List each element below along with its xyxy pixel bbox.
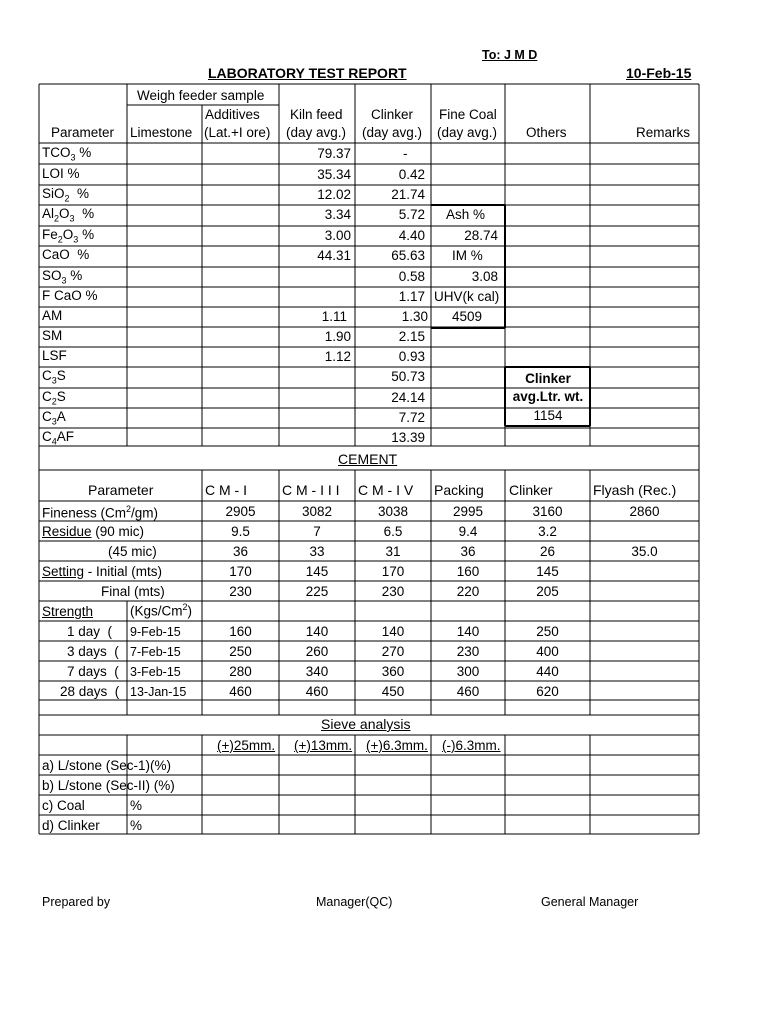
cm4-header: C M - I V xyxy=(358,482,414,498)
strength-value: 260 xyxy=(305,644,329,659)
sieve-size-header: (+)25mm. xyxy=(217,738,276,753)
parameter-label: $C_2S$ xyxy=(42,389,66,407)
parameter-label: $C_3A$ xyxy=(42,409,66,427)
strength-value: 460 xyxy=(305,684,329,699)
residue45-value: 31 xyxy=(385,544,401,559)
initial-value: 145 xyxy=(305,564,329,579)
strength-days-label: 7 days ( xyxy=(67,664,119,679)
parameter-label: SiO$_2$ % xyxy=(42,186,90,204)
clinker-value: 1.17 xyxy=(398,289,425,304)
kiln-feed-header: Kiln feed xyxy=(290,107,343,122)
residue45-value: 35.0 xyxy=(631,544,658,559)
kiln-feed-value: 1.12 xyxy=(324,349,351,364)
final-value: 225 xyxy=(305,584,329,599)
sieve-title: Sieve analysis xyxy=(321,716,411,732)
others-header: Others xyxy=(526,125,567,140)
residue90-value: 9.5 xyxy=(231,524,250,539)
strength-value: 140 xyxy=(305,624,329,639)
additives-subheader: (Lat.+I ore) xyxy=(204,125,271,140)
fine-coal-value: 4509 xyxy=(452,309,483,324)
strength-value: 620 xyxy=(536,684,559,699)
final-value: 230 xyxy=(381,584,405,599)
clinker-box-title: Clinker xyxy=(525,371,571,386)
strength-days-label: 1 day ( xyxy=(67,624,113,639)
strength-value: 340 xyxy=(305,664,329,679)
to-line: To: J M D xyxy=(482,48,538,62)
residue-45-label: (45 mic) xyxy=(108,544,157,559)
residue90-value: 9.4 xyxy=(458,524,478,539)
setting-initial-label: Setting - Initial (mts) xyxy=(42,564,163,579)
kiln-feed-value: 12.02 xyxy=(317,187,351,202)
parameter-label: $C_3S$ xyxy=(42,368,66,386)
fineness-value: 2860 xyxy=(629,504,660,519)
parameter-label: AM xyxy=(42,308,63,323)
residue45-value: 36 xyxy=(232,544,249,559)
packing-header: Packing xyxy=(434,482,484,498)
parameter-label: LOI % xyxy=(42,166,80,181)
fine-coal-value: Ash % xyxy=(446,207,486,222)
sieve-row-label: c) Coal xyxy=(42,798,85,813)
clinker-value: 21.74 xyxy=(391,187,425,202)
kiln-feed-value: 1.11 xyxy=(321,309,347,324)
strength-days-label: 3 days ( xyxy=(67,644,119,659)
parameter-label: $SO_3$ % xyxy=(42,268,83,286)
fine-coal-value: IM % xyxy=(452,248,483,263)
strength-test-date: 7-Feb-15 xyxy=(130,645,181,659)
kiln-feed-value: 44.31 xyxy=(317,248,351,263)
final-value: 220 xyxy=(456,584,480,599)
parameter-header: Parameter xyxy=(51,125,115,140)
parameter-label: $Fe_2O_3$ % xyxy=(42,227,95,245)
residue90-value: 6.5 xyxy=(383,524,403,539)
strength-value: 160 xyxy=(229,624,252,639)
fine-coal-subheader: (day avg.) xyxy=(437,125,498,140)
report-sheet: To: J M D LABORATORY TEST REPORT 10-Feb-15 Weigh feeder sample Parameter Limestone Additives (Lat.+I ore) Kiln feed (day avg.) Clinker (day avg.) Fine Coal (day avg.) Others Remarks $TCO_3$ % 79.37 - LOI % 35.34 0.42 SiO$_2$ % 12.02 21.74 $Al_2O_3$ % 3.34 5.72 Ash % $Fe_2O_3$ % 3.00 4.40 28.74 CaO % 44.31 65.63 IM % $SO_3$ % 0.58 3.08 F CaO % 1.17 UHV(k cal) AM 1.11 1.30 4509 SM 1.90 2.15 LSF 1.12 0.93 $C_3S$ 50.73 $C_2S$ 24.14 $C_3A$ 7.72 $C_4AF$ 13.39 Clinker avg.Ltr. wt. 1154 CEMENT Parameter C M - I C M - I I I C M - I V Packing Clinker Flyash (Rec.) Fineness (Cm$^2$/gm) Residue (90 mic) (45 mic) Setting - Initial (mts) Final (mts) Strength (Kgs/Cm$^2$) 2905 3082 3038 2995 3160 2860 9.5 7 6.5 9.4 3.2 36 33 31 36 26 35.0 170 145 170 160 145 230 225 230 220 205 1 day ( 9-Feb-15 160 140 140 140 250 3 days ( 7-Feb-15 250 260 270 230 400 7 days ( 3-Feb-15 280 340 360 300 440 28 days ( 13-Jan-15 460 460 450 460 620 Sieve analysis (+)25mm. (+)13mm. (+)6.3mm. (-)6.3mm. a) L/stone (Sec-1)(%) b) L/stone (Sec-II) (%) c) Coal % d) Clinker % Prepared by Manager(QC) General Manager xyxy=(42,48,692,909)
prepared-by: Prepared by xyxy=(42,895,111,909)
strength-unit-label: (Kgs/Cm$^2$) xyxy=(130,602,193,619)
final-value: 205 xyxy=(536,584,559,599)
strength-value: 450 xyxy=(381,684,405,699)
fineness-value: 2905 xyxy=(225,504,256,519)
manager-qc: Manager(QC) xyxy=(316,895,393,909)
fine-coal-header: Fine Coal xyxy=(439,107,497,122)
fineness-value: 3160 xyxy=(532,504,563,519)
sieve-size-header: (-)6.3mm. xyxy=(442,738,501,753)
sieve-row-label: a) L/stone (Sec-1)(%) xyxy=(42,758,172,773)
strength-test-date: 3-Feb-15 xyxy=(130,665,181,679)
cement-parameter-header: Parameter xyxy=(88,482,154,498)
parameter-label: $TCO_3$ % xyxy=(42,145,92,163)
parameter-label: $Al_2O_3$ % xyxy=(42,206,95,224)
fine-coal-value: UHV(k cal) xyxy=(434,289,500,304)
fineness-value: 3082 xyxy=(301,504,333,519)
remarks-header: Remarks xyxy=(636,125,691,140)
sieve-unit: % xyxy=(130,798,143,813)
clinker-box-value: 1154 xyxy=(533,408,563,423)
setting-final-label: Final (mts) xyxy=(101,584,165,599)
strength-value: 270 xyxy=(381,644,405,659)
clinker-value: 0.58 xyxy=(398,269,425,284)
strength-value: 300 xyxy=(456,664,480,679)
fineness-value: 3038 xyxy=(377,504,409,519)
kiln-feed-value: 3.34 xyxy=(324,207,351,222)
clinker-value: 1.30 xyxy=(401,309,428,324)
kiln-feed-value: 3.00 xyxy=(324,228,351,243)
sieve-row-label: d) Clinker xyxy=(42,818,100,833)
clinker-value: 50.73 xyxy=(391,369,425,384)
clinker-value: 13.39 xyxy=(391,430,425,445)
sieve-unit: % xyxy=(130,818,143,833)
strength-test-date: 13-Jan-15 xyxy=(130,685,187,699)
parameter-label: F CaO % xyxy=(42,288,98,303)
page-title: LABORATORY TEST REPORT xyxy=(208,65,407,81)
strength-days-label: 28 days ( xyxy=(60,684,120,699)
initial-value: 160 xyxy=(456,564,480,579)
clinker-header: Clinker xyxy=(371,107,414,122)
strength-value: 460 xyxy=(456,684,480,699)
strength-value: 360 xyxy=(381,664,405,679)
clinker-value: 2.15 xyxy=(398,329,425,344)
strength-value: 440 xyxy=(536,664,559,679)
cement-title: CEMENT xyxy=(338,451,398,467)
sieve-row-label: b) L/stone (Sec-II) (%) xyxy=(42,778,175,793)
strength-value: 400 xyxy=(536,644,559,659)
residue45-value: 36 xyxy=(460,544,476,559)
kiln-feed-value: 35.34 xyxy=(317,167,351,182)
cm1-header: C M - I xyxy=(205,482,247,498)
parameter-label: CaO % xyxy=(42,247,90,262)
residue45-value: 33 xyxy=(309,544,325,559)
clinker-value: 0.93 xyxy=(398,349,425,364)
parameter-label: SM xyxy=(42,328,63,343)
sieve-size-header: (+)6.3mm. xyxy=(366,738,428,753)
strength-test-date: 9-Feb-15 xyxy=(130,625,181,639)
clinker-value: 65.63 xyxy=(391,248,425,263)
initial-value: 170 xyxy=(381,564,405,579)
residue-90-label: Residue (90 mic) xyxy=(42,524,145,539)
clinker-box-subtitle: avg.Ltr. wt. xyxy=(512,389,584,404)
clinker-value: 4.40 xyxy=(398,228,425,243)
final-value: 230 xyxy=(229,584,252,599)
flyash-header: Flyash (Rec.) xyxy=(593,482,677,498)
clinker-subheader: (day avg.) xyxy=(362,125,423,140)
strength-value: 140 xyxy=(381,624,405,639)
clinker-value: 7.72 xyxy=(398,410,425,425)
sieve-size-header: (+)13mm. xyxy=(294,738,353,753)
parameter-label: $C_4AF$ xyxy=(42,429,75,447)
cm3-header: C M - I I I xyxy=(282,482,340,498)
clinker-value: 0.42 xyxy=(398,167,425,182)
initial-value: 145 xyxy=(536,564,559,579)
residue90-value: 7 xyxy=(313,524,321,539)
clinker-value: 24.14 xyxy=(391,390,425,405)
fineness-value: 2995 xyxy=(452,504,484,519)
cement-clinker-header: Clinker xyxy=(509,482,553,498)
initial-value: 170 xyxy=(229,564,252,579)
fine-coal-value: 28.74 xyxy=(464,228,498,243)
strength-value: 280 xyxy=(229,664,252,679)
kiln-feed-value: 79.37 xyxy=(317,146,351,161)
report-date: 10-Feb-15 xyxy=(626,65,692,81)
fine-coal-value: 3.08 xyxy=(471,269,498,284)
kiln-feed-value: 1.90 xyxy=(324,329,351,344)
fineness-label: Fineness (Cm$^2$/gm) xyxy=(42,504,159,521)
additives-header: Additives xyxy=(205,107,260,122)
strength-label: Strength xyxy=(42,604,94,619)
strength-value: 250 xyxy=(536,624,559,639)
weigh-feeder-header: Weigh feeder sample xyxy=(137,88,265,103)
clinker-value: 5.72 xyxy=(398,207,425,222)
general-manager: General Manager xyxy=(541,895,639,909)
residue45-value: 26 xyxy=(539,544,556,559)
strength-value: 140 xyxy=(456,624,480,639)
strength-value: 230 xyxy=(456,644,480,659)
kiln-feed-subheader: (day avg.) xyxy=(286,125,347,140)
strength-value: 250 xyxy=(229,644,252,659)
residue90-value: 3.2 xyxy=(538,524,557,539)
strength-value: 460 xyxy=(229,684,252,699)
parameter-label: LSF xyxy=(42,348,67,363)
limestone-header: Limestone xyxy=(130,125,193,140)
